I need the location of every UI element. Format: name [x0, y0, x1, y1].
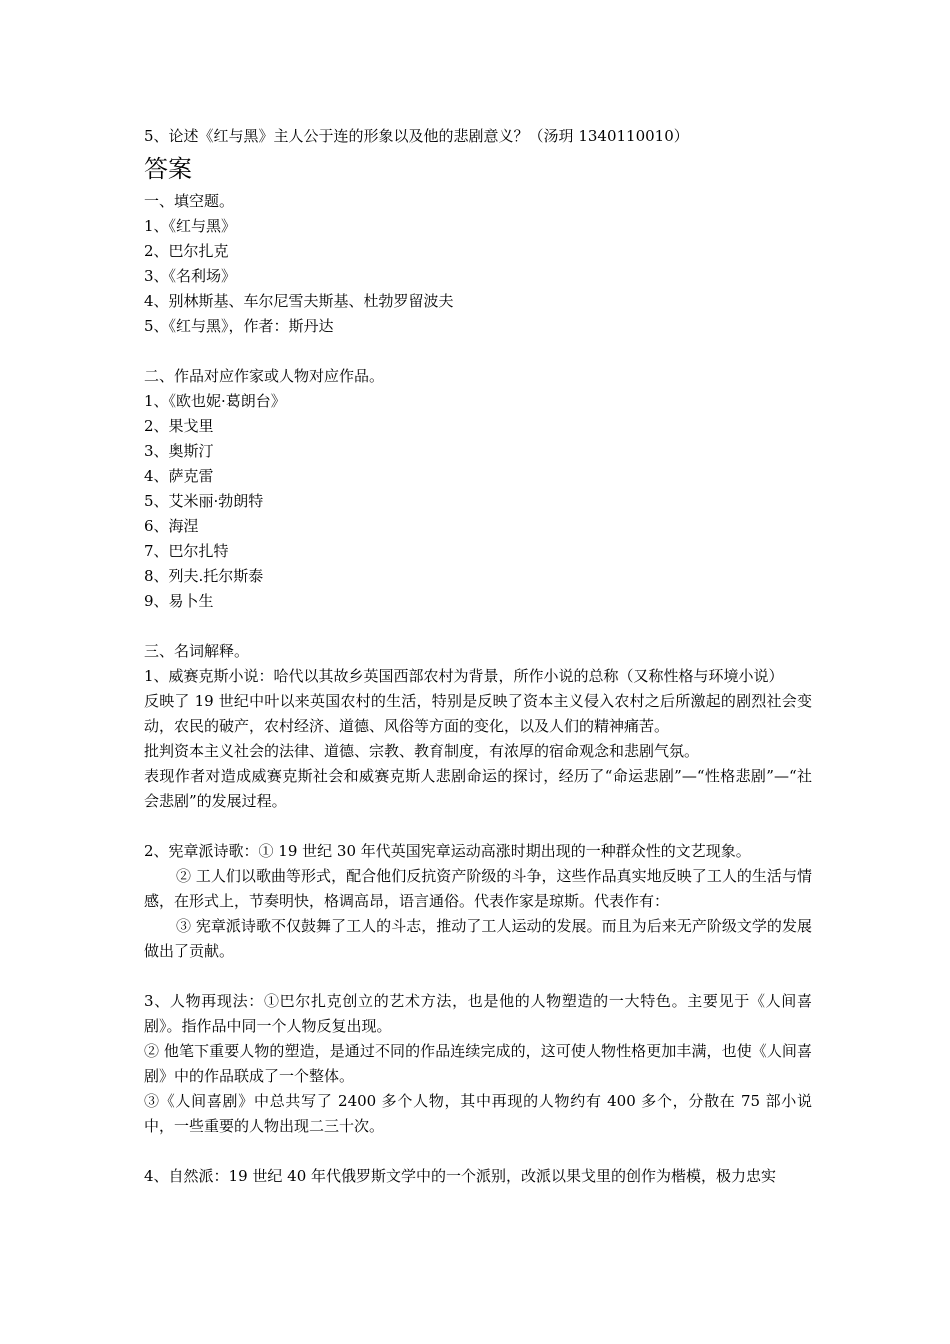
term-1-paragraph: 反映了 19 世纪中叶以来英国农村的生活，特别是反映了资本主义侵入农村之后所激起的剧烈社会变动，农民的破产，农村经济、道德、风俗等方面的变化，以及人们的精神痛苦。 [144, 692, 812, 735]
spacer [144, 614, 812, 639]
term-1-definition: 1、威赛克斯小说：哈代以其故乡英国西部农村为背景，所作小说的总称（又称性格与环境小说） [144, 667, 784, 685]
term-1-paragraph: 表现作者对造成威赛克斯社会和威赛克斯人悲剧命运的探讨，经历了“命运悲剧”—“性格悲剧”—“社会悲剧”的发展过程。 [144, 767, 812, 810]
term-4-definition: 4、自然派：19 世纪 40 年代俄罗斯文学中的一个派别，改派以果戈里的创作为楷模，极力忠实 [144, 1167, 777, 1185]
section-2-item: 1、《欧也妮·葛朗台》 [144, 392, 286, 410]
spacer [144, 1139, 812, 1164]
term-2-paragraph: ③ 宪章派诗歌不仅鼓舞了工人的斗志，推动了工人运动的发展。而且为后来无产阶级文学的发展做出了贡献。 [144, 917, 812, 960]
term-2-paragraph: ② 工人们以歌曲等形式，配合他们反抗资产阶级的斗争，这些作品真实地反映了工人的生活与情感，在形式上，节奏明快，格调高昂，语言通俗。代表作家是琼斯。代表作有： [144, 867, 812, 910]
document-page [144, 124, 812, 1189]
term-1-paragraph: 批判资本主义社会的法律、道德、宗教、教育制度，有浓厚的宿命观念和悲剧气氛。 [144, 742, 700, 760]
section-2-item: 7、巴尔扎特 [144, 542, 229, 560]
term-3-paragraph: ② 他笔下重要人物的塑造，是通过不同的作品连续完成的，这可使人物性格更加丰满，也使《人间喜剧》中的作品联成了一个整体。 [144, 1042, 812, 1085]
section-2-item: 5、艾米丽·勃朗特 [144, 492, 264, 510]
section-1-item: 1、《红与黑》 [144, 217, 237, 235]
term-2-definition: 2、宪章派诗歌：① 19 世纪 30 年代英国宪章运动高涨时期出现的一种群众性的文艺现象。 [144, 842, 751, 860]
section-2-item: 4、萨克雷 [144, 467, 214, 485]
term-3-definition: 3、人物再现法：①巴尔扎克创立的艺术方法，也是他的人物塑造的一大特色。主要见于《人间喜剧》。指作品中同一个人物反复出现。 [144, 992, 812, 1035]
section-2-item: 6、海涅 [144, 517, 199, 535]
section-3-title: 三、名词解释。 [144, 642, 250, 660]
section-2-item: 9、易卜生 [144, 592, 214, 610]
section-1-item: 5、《红与黑》，作者：斯丹达 [144, 317, 334, 335]
term-3-paragraph: ③《人间喜剧》中总共写了 2400 多个人物，其中再现的人物约有 400 多个，分散在 75 部小说中，一些重要的人物出现二三十次。 [144, 1092, 812, 1135]
question-5: 5、论述《红与黑》主人公于连的形象以及他的悲剧意义？（汤玥 1340110010） [144, 127, 689, 145]
answer-heading: 答案 [144, 155, 192, 183]
section-2-item: 8、列夫.托尔斯泰 [144, 567, 264, 585]
spacer [144, 814, 812, 839]
section-2-item: 3、奥斯汀 [144, 442, 214, 460]
section-2-title: 二、作品对应作家或人物对应作品。 [144, 367, 385, 385]
spacer [144, 964, 812, 989]
section-1-item: 3、《名利场》 [144, 267, 237, 285]
section-1-item: 4、别林斯基、车尔尼雪夫斯基、杜勃罗留波夫 [144, 292, 454, 310]
section-1-item: 2、巴尔扎克 [144, 242, 229, 260]
section-2-item: 2、果戈里 [144, 417, 214, 435]
section-1-title: 一、填空题。 [144, 192, 235, 210]
spacer [144, 339, 812, 364]
